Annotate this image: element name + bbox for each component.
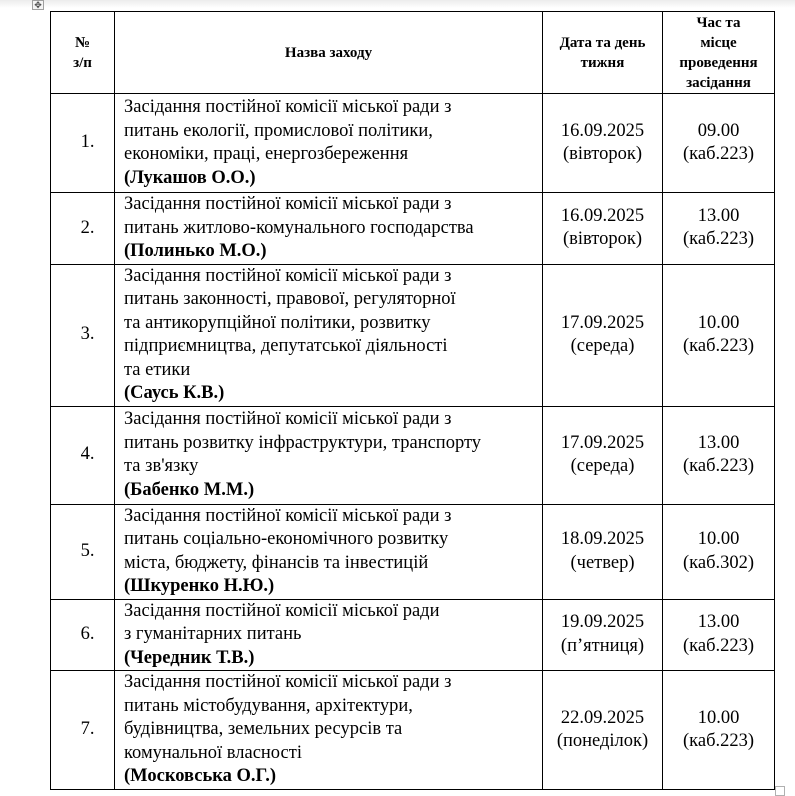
chair-name: (Московська О.Г.) — [124, 766, 276, 787]
time-value: 13.00 — [697, 612, 740, 633]
weekday: (вівторок) — [562, 144, 643, 164]
table-row — [51, 671, 775, 790]
chair-name: (Саусь К.В.) — [124, 383, 225, 403]
row-number: 2. — [51, 193, 115, 265]
event-time-place — [663, 504, 775, 599]
room: (каб.223) — [682, 229, 755, 250]
event-date — [543, 671, 663, 790]
time-value: 10.00 — [697, 312, 740, 333]
table-move-handle-icon[interactable]: ✥ — [32, 0, 44, 10]
event-time-place — [663, 599, 775, 671]
chair-name: (Бабенко М.М.) — [124, 479, 255, 500]
schedule-table — [50, 11, 775, 790]
room: (каб.223) — [682, 731, 755, 751]
date-value: 17.09.2025 — [560, 432, 645, 453]
event-line: Засідання постійної комісії міської ради з — [124, 505, 452, 526]
row-number: 6. — [51, 599, 115, 671]
time-value: 09.00 — [697, 120, 740, 141]
table-row — [51, 193, 775, 265]
event-name — [115, 193, 543, 265]
event-name — [115, 671, 543, 790]
room: (каб.223) — [682, 456, 755, 476]
event-line: Засідання постійної комісії міської ради — [124, 600, 440, 621]
time-value: 10.00 — [697, 529, 740, 549]
table-row — [51, 406, 775, 504]
event-line: економіки, праці, енергозбереження — [124, 144, 409, 164]
event-line: Засідання постійної комісії міської ради з — [124, 265, 452, 286]
table-row — [51, 94, 775, 193]
event-line: міста, бюджету, фінансів та інвестицій — [124, 552, 429, 573]
table-row — [51, 504, 775, 599]
weekday: (середа) — [570, 456, 635, 476]
date-value: 18.09.2025 — [560, 529, 645, 549]
date-value: 16.09.2025 — [560, 205, 645, 226]
event-line: будівництва, земельних ресурсів та — [124, 719, 403, 740]
event-name — [115, 504, 543, 599]
event-name — [115, 94, 543, 193]
table-row — [51, 599, 775, 671]
event-line: питань містобудування, архітектури, — [124, 695, 413, 716]
event-line: Засідання постійної комісії міської ради з — [124, 409, 452, 429]
table-row — [51, 264, 775, 406]
event-time-place — [663, 193, 775, 265]
row-number: 1. — [51, 94, 115, 193]
event-time-place — [663, 406, 775, 504]
event-name — [115, 599, 543, 671]
date-value: 16.09.2025 — [560, 120, 645, 141]
weekday: (п’ятниця) — [560, 635, 645, 656]
event-line: комунальної власності — [124, 742, 302, 763]
row-number: 4. — [51, 406, 115, 504]
room: (каб.223) — [682, 144, 755, 164]
date-value: 22.09.2025 — [560, 707, 645, 728]
row-number: 7. — [51, 671, 115, 790]
header-time-place: Час та місце проведення засідання — [663, 12, 775, 94]
event-name — [115, 406, 543, 504]
event-line: питань розвитку інфраструктури, транспорту — [124, 432, 482, 453]
event-line: та зв'язку — [124, 456, 199, 476]
header-row — [51, 12, 775, 94]
event-line: Засідання постійної комісії міської ради з — [124, 672, 452, 693]
header-date: Дата та день тижня — [543, 12, 663, 94]
weekday: (понеділок) — [556, 731, 649, 751]
event-date — [543, 504, 663, 599]
room: (каб.302) — [682, 552, 755, 573]
chair-name: (Лукашов О.О.) — [124, 167, 256, 188]
time-value: 13.00 — [697, 432, 740, 453]
event-date — [543, 94, 663, 193]
header-num: № з/п — [51, 12, 115, 94]
event-name — [115, 264, 543, 406]
event-line: Засідання постійної комісії міської ради з — [124, 194, 452, 214]
chair-name: (Шкуренко Н.Ю.) — [124, 576, 275, 596]
row-number: 5. — [51, 504, 115, 599]
event-line: питань житлово-комунального господарства — [124, 217, 474, 238]
event-line: з гуманітарних питань — [124, 624, 302, 644]
header-name: Назва заходу — [115, 12, 543, 94]
weekday: (середа) — [570, 336, 635, 356]
chair-name: (Полинько М.О.) — [124, 241, 267, 261]
weekday: (вівторок) — [562, 229, 643, 250]
event-date — [543, 193, 663, 265]
weekday: (четвер) — [570, 552, 635, 573]
event-line: питань екології, промислової політики, — [124, 120, 433, 141]
table-resize-handle[interactable] — [775, 786, 785, 796]
event-line: Засідання постійної комісії міської ради з — [124, 97, 452, 117]
document-top-edge — [0, 0, 795, 8]
date-value: 19.09.2025 — [560, 612, 645, 633]
event-line: питань соціально-економічного розвитку — [124, 529, 449, 549]
date-value: 17.09.2025 — [560, 312, 645, 333]
event-line: та антикорупційної політики, розвитку — [124, 312, 431, 333]
event-time-place — [663, 671, 775, 790]
event-time-place — [663, 264, 775, 406]
event-time-place — [663, 94, 775, 193]
event-line: підприємництва, депутатської діяльності — [124, 336, 448, 356]
row-number: 3. — [51, 264, 115, 406]
chair-name: (Чередник Т.В.) — [124, 647, 255, 668]
event-date — [543, 599, 663, 671]
time-value: 13.00 — [697, 205, 740, 226]
time-value: 10.00 — [697, 707, 740, 728]
room: (каб.223) — [682, 635, 755, 656]
event-line: питань законності, правової, регуляторної — [124, 289, 456, 309]
event-date — [543, 264, 663, 406]
room: (каб.223) — [682, 336, 755, 356]
event-date — [543, 406, 663, 504]
event-line: та етики — [124, 359, 191, 380]
